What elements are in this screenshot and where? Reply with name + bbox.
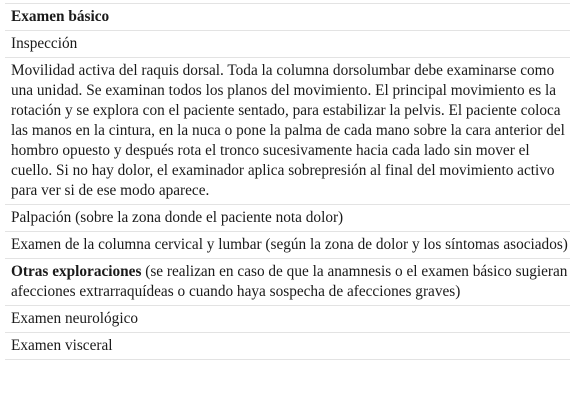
examination-table xyxy=(5,3,570,360)
table-cell xyxy=(5,259,570,306)
table-row xyxy=(5,205,570,232)
table-cell: Movilidad activa del raquis dorsal. Toda la columna dorsolumbar debe examinarse como una unidad. Se examinan todos los planos del movimiento. El principal movimiento es la rotación y se explora con el paciente sentado, para estabilizar la pelvis. El paciente coloca las manos en la cintura, en la nuca o pone la palma de cada mano sobre la cara anterior del hombro opuesto y después rota el tronco sucesivamente hacia cada lado sin mover el cuello. Si no hay dolor, el examinador aplica sobrepresión al final del movimiento activo para ver si de ese modo aparece. xyxy=(5,58,570,205)
table-row xyxy=(5,58,570,205)
table-row xyxy=(5,333,570,360)
table-row xyxy=(5,259,570,306)
table-cell: Examen de la columna cervical y lumbar (según la zona de dolor y los síntomas asociados) xyxy=(5,232,570,259)
section-heading-basic-exam: Examen básico xyxy=(11,8,110,25)
section-heading-other-exams: Otras exploraciones xyxy=(11,263,142,280)
table-cell: Palpación (sobre la zona donde el paciente nota dolor) xyxy=(5,205,570,232)
table-row xyxy=(5,306,570,333)
table-cell: Examen neurológico xyxy=(5,306,570,333)
table-cell xyxy=(5,4,570,31)
table-cell: Examen visceral xyxy=(5,333,570,360)
table-row xyxy=(5,31,570,58)
section-note: (se realizan en caso de que la anamnesis o el examen básico sugieran afecciones extrarraquídeas o cuando haya sospecha de afecciones graves) xyxy=(11,263,568,300)
table-row xyxy=(5,232,570,259)
table-cell: Inspección xyxy=(5,31,570,58)
table-row xyxy=(5,4,570,31)
